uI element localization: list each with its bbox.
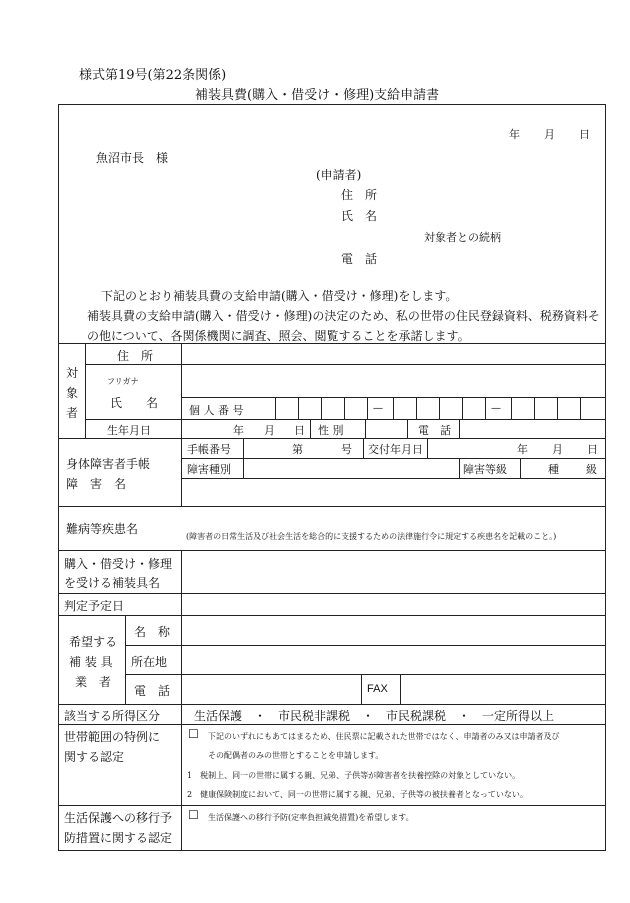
addressee: 魚沼市長 様 <box>96 151 169 165</box>
judgement-label: 判定予定日 <box>64 599 125 613</box>
statement-1: 下記のとおり補装具費の支給申請(購入・借受け・修理)をします。 <box>101 289 458 303</box>
vendor-fax-label: FAX <box>367 683 388 695</box>
subject-furigana-label: フリガナ <box>107 377 139 386</box>
disability-grade-label: 障害等級 <box>463 463 507 476</box>
household-item-1: 1 税制上、同一の世帯に属する親、兄弟、子供等が障害者を扶養控除の対象としていない。 <box>187 771 521 780</box>
notebook-go: 号 <box>341 443 352 456</box>
issue-year: 年 <box>517 443 528 456</box>
household-text-1: 下記のいずれにもあてはまるため、住民票に記載された世帯ではなく、申請者のみ又は申請者及び <box>208 732 560 741</box>
vendor-phone-label: 電 話 <box>134 684 171 698</box>
subject-side-2: 象 <box>66 386 79 400</box>
disease-note: (障害者の日常生活及び社会生活を総合的に支援するための法律施行令に規定する疾患名を記載のこと。) <box>186 532 557 541</box>
sex-label: 性 別 <box>318 424 344 437</box>
disease-label: 難病等疾患名 <box>66 522 139 536</box>
disability-shu: 種 <box>548 463 559 476</box>
welfare-checkbox[interactable]: ☐ <box>188 808 199 822</box>
welfare-text: 生活保護への移行予防(定率負担減免措置)を希望します。 <box>208 813 414 822</box>
subject-phone-label: 電 話 <box>418 424 451 437</box>
form-title: 補装具費(購入・借受け・修理)支給申請書 <box>195 88 440 103</box>
device-label-1: 購入・借受け・修理 <box>64 557 173 571</box>
subject-name-label: 氏 名 <box>110 396 159 410</box>
disability-kyu: 級 <box>586 463 597 476</box>
income-label: 該当する所得区分 <box>64 709 161 723</box>
vendor-location-label: 所在地 <box>131 655 168 669</box>
household-checkbox[interactable]: ☐ <box>188 727 199 741</box>
personal-number-label: 個 人 番 号 <box>189 404 244 417</box>
personal-number-dash-2: — <box>491 403 501 414</box>
form-number: 様式第19号(第22条関係) <box>79 68 227 83</box>
vendor-label-3: 業 者 <box>75 675 112 689</box>
date-month: 月 <box>544 128 555 141</box>
issue-day: 日 <box>587 443 598 456</box>
vendor-label-2: 補 装 具 <box>69 655 113 669</box>
device-label-2: を受ける補装具名 <box>64 576 161 590</box>
applicant-name-label: 氏 名 <box>341 209 378 223</box>
income-options: 生活保護 ・ 市民税非課税 ・ 市民税課税 ・ 一定所得以上 <box>194 709 555 723</box>
notebook-dai: 第 <box>292 443 303 456</box>
birth-month: 月 <box>264 424 275 437</box>
disability-label-1: 身体障害者手帳 <box>66 457 151 471</box>
date-day: 日 <box>579 128 590 141</box>
applicant-address-label: 住 所 <box>341 188 378 202</box>
applicant-relation-label: 対象者との続柄 <box>424 231 501 244</box>
disability-label-2: 障 害 名 <box>66 477 127 491</box>
household-item-2: 2 健康保険制度において、同一の世帯に属する親、兄弟、子供等の被扶養者となっていない。 <box>187 790 528 799</box>
birthdate-label: 生年月日 <box>107 424 151 437</box>
disability-type-label: 障害種別 <box>187 463 231 476</box>
statement-2b: の他について、各関係機関に調査、照会、閲覧することを承諾します。 <box>87 329 470 343</box>
household-label-2: 関する認定 <box>64 750 125 764</box>
subject-address-label: 住 所 <box>117 349 154 363</box>
date-year: 年 <box>509 128 520 141</box>
household-label-1: 世帯範囲の特例に <box>64 730 161 744</box>
vendor-label-1: 希望する <box>69 635 118 649</box>
birth-day: 日 <box>294 424 305 437</box>
applicant-heading: (申請者) <box>316 168 362 182</box>
statement-2a: 補装具費の支給申請(購入・借受け・修理)の決定のため、私の世帯の住民登録資料、税務資料そ <box>87 309 600 323</box>
subject-side-3: 者 <box>66 406 79 420</box>
applicant-phone-label: 電 話 <box>341 252 378 266</box>
notebook-number-label: 手帳番号 <box>187 443 231 456</box>
personal-number-dash-1: — <box>373 403 383 414</box>
vendor-name-label: 名 称 <box>134 625 171 639</box>
birth-year: 年 <box>233 424 244 437</box>
welfare-label-1: 生活保護への移行予 <box>64 811 173 825</box>
household-text-2: その配偶者のみの世帯とすることを申請します。 <box>208 751 384 760</box>
welfare-label-2: 防措置に関する認定 <box>64 831 173 845</box>
subject-side-1: 対 <box>66 366 79 380</box>
issue-date-label: 交付年月日 <box>368 443 423 456</box>
issue-month: 月 <box>552 443 563 456</box>
